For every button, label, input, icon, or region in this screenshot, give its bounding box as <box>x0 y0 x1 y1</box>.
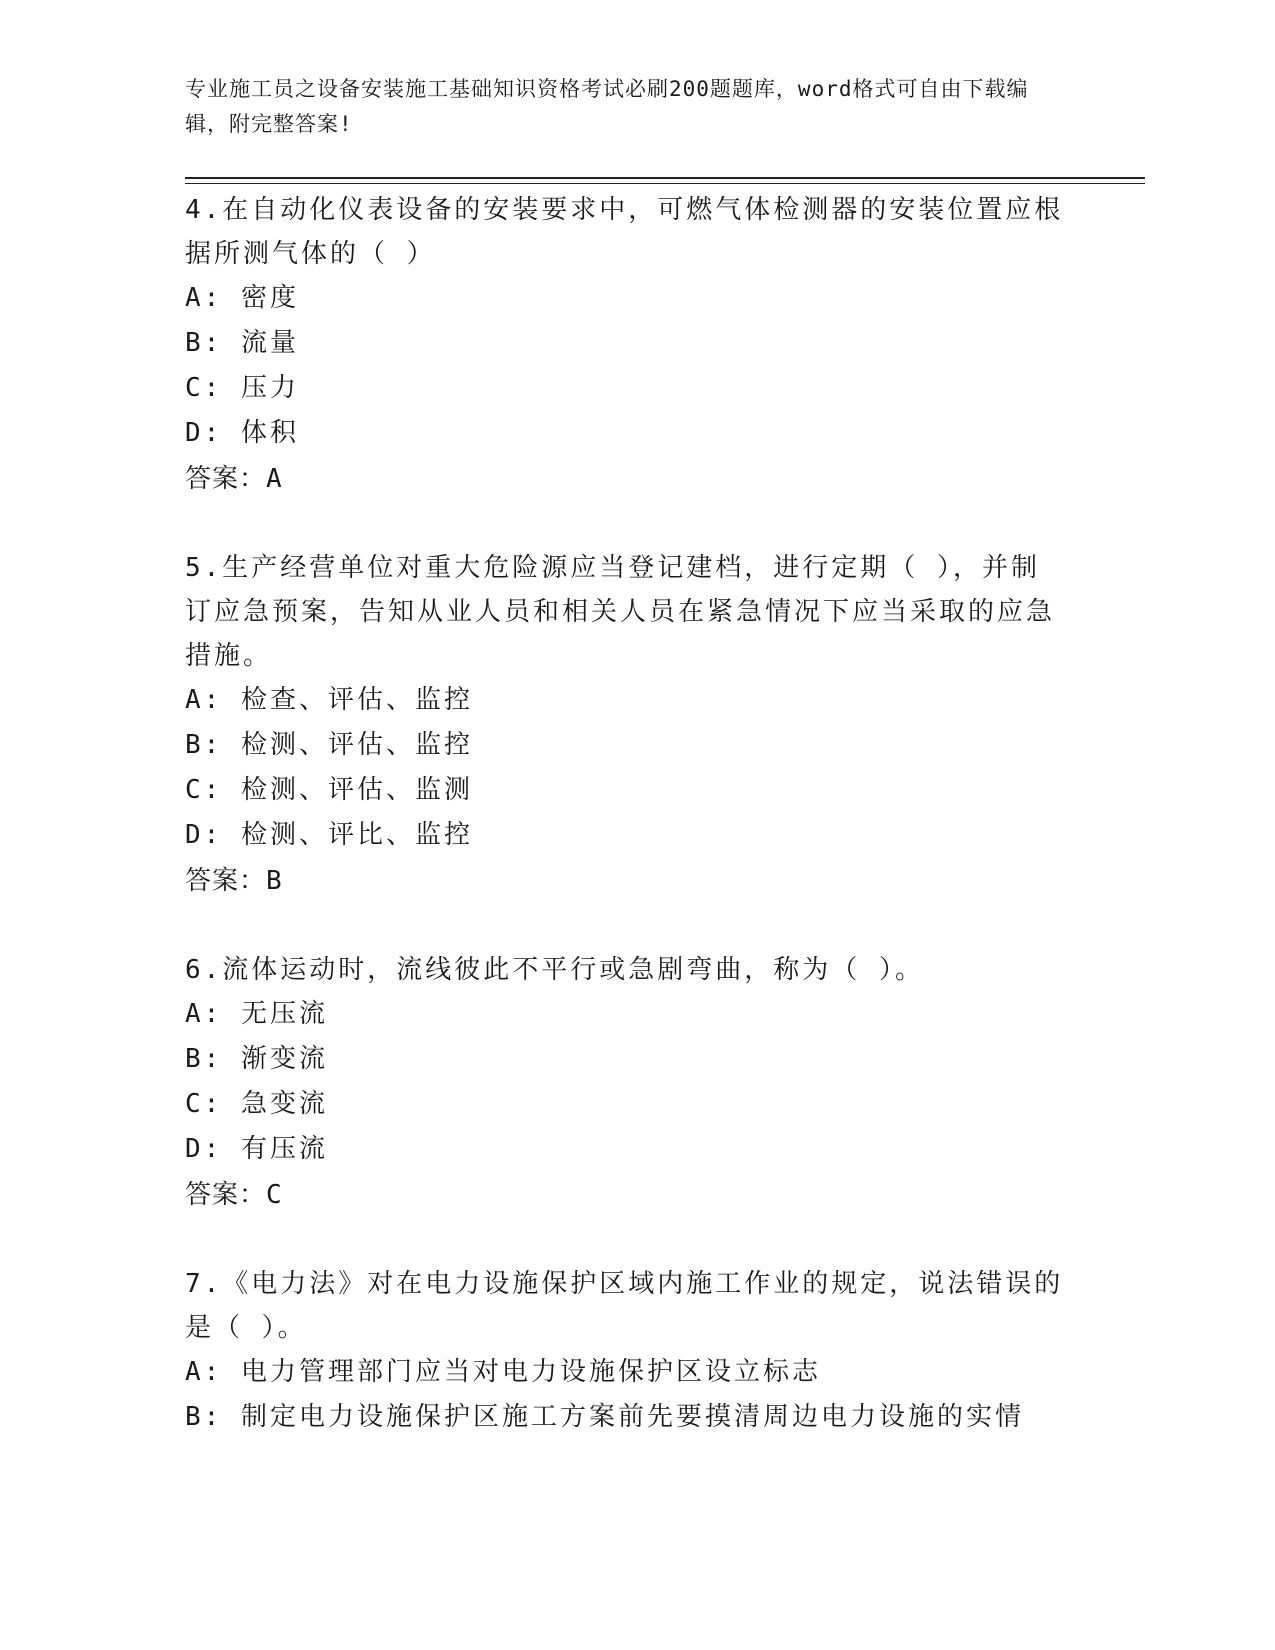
option-d <box>185 1127 1065 1172</box>
option-b <box>185 321 1065 366</box>
question-7 <box>185 1262 1065 1440</box>
answer-label: 答案： <box>185 464 267 494</box>
option-letter: A: <box>185 283 241 313</box>
question-text: 5.生产经营单位对重大危险源应当登记建档，进行定期（ ），并制订应急预案，告知从业人员和相关人员在紧急情况下应当采取的应急措施。 <box>185 553 1056 671</box>
question-text: 6.流体运动时，流线彼此不平行或急剧弯曲，称为（ ）。 <box>185 955 924 985</box>
option-letter: B: <box>185 1402 241 1432</box>
option-text: 压力 <box>240 373 299 403</box>
option-c <box>185 366 1065 411</box>
option-letter: D: <box>185 1134 241 1164</box>
option-letter: B: <box>185 730 241 760</box>
option-d <box>185 813 1065 858</box>
option-b <box>185 723 1065 768</box>
option-letter: A: <box>185 1357 241 1387</box>
option-letter: C: <box>185 1089 241 1119</box>
option-text: 检测、评比、监控 <box>240 820 473 850</box>
option-a <box>185 276 1065 321</box>
answer-value: A <box>266 464 282 494</box>
header-divider-thin <box>185 183 1145 184</box>
answer-line <box>185 456 1065 502</box>
option-text: 密度 <box>240 283 299 313</box>
answer-label: 答案： <box>185 866 267 896</box>
option-c <box>185 768 1065 813</box>
option-text: 渐变流 <box>240 1044 328 1074</box>
option-text: 检查、评估、监控 <box>240 685 473 715</box>
option-text: 检测、评估、监测 <box>240 775 473 805</box>
answer-line <box>185 1172 1065 1218</box>
question-text: 4.在自动化仪表设备的安装要求中，可燃气体检测器的安装位置应根据所测气体的（ ） <box>185 195 1064 269</box>
answer-label: 答案： <box>185 1180 267 1210</box>
document-header: 专业施工员之设备安装施工基础知识资格考试必刷200题题库，word格式可自由下载编辑，附完整答案! <box>185 77 1029 136</box>
option-text: 体积 <box>240 418 299 448</box>
option-text: 急变流 <box>240 1089 328 1119</box>
answer-line <box>185 858 1065 904</box>
question-4 <box>185 188 1065 502</box>
option-b <box>185 1395 1065 1440</box>
option-text: 流量 <box>240 328 299 358</box>
option-c <box>185 1082 1065 1127</box>
header-divider-thick <box>185 177 1145 179</box>
option-text: 制定电力设施保护区施工方案前先要摸清周边电力设施的实情 <box>240 1402 1024 1432</box>
option-a <box>185 1350 1065 1395</box>
option-text: 有压流 <box>240 1134 328 1164</box>
option-letter: A: <box>185 685 241 715</box>
answer-value: B <box>266 866 282 896</box>
option-letter: D: <box>185 418 241 448</box>
option-a <box>185 992 1065 1037</box>
question-6 <box>185 948 1065 1218</box>
option-letter: A: <box>185 999 241 1029</box>
option-text: 检测、评估、监控 <box>240 730 473 760</box>
option-b <box>185 1037 1065 1082</box>
option-letter: B: <box>185 328 241 358</box>
option-letter: D: <box>185 820 241 850</box>
answer-value: C <box>266 1180 282 1210</box>
option-letter: B: <box>185 1044 241 1074</box>
option-letter: C: <box>185 775 241 805</box>
option-letter: C: <box>185 373 241 403</box>
option-d <box>185 411 1065 456</box>
option-a <box>185 678 1065 723</box>
question-text: 7.《电力法》对在电力设施保护区域内施工作业的规定，说法错误的是（ ）。 <box>185 1269 1064 1343</box>
option-text: 无压流 <box>240 999 328 1029</box>
option-text: 电力管理部门应当对电力设施保护区设立标志 <box>240 1357 821 1387</box>
question-5 <box>185 546 1065 904</box>
question-list <box>185 188 1065 1484</box>
